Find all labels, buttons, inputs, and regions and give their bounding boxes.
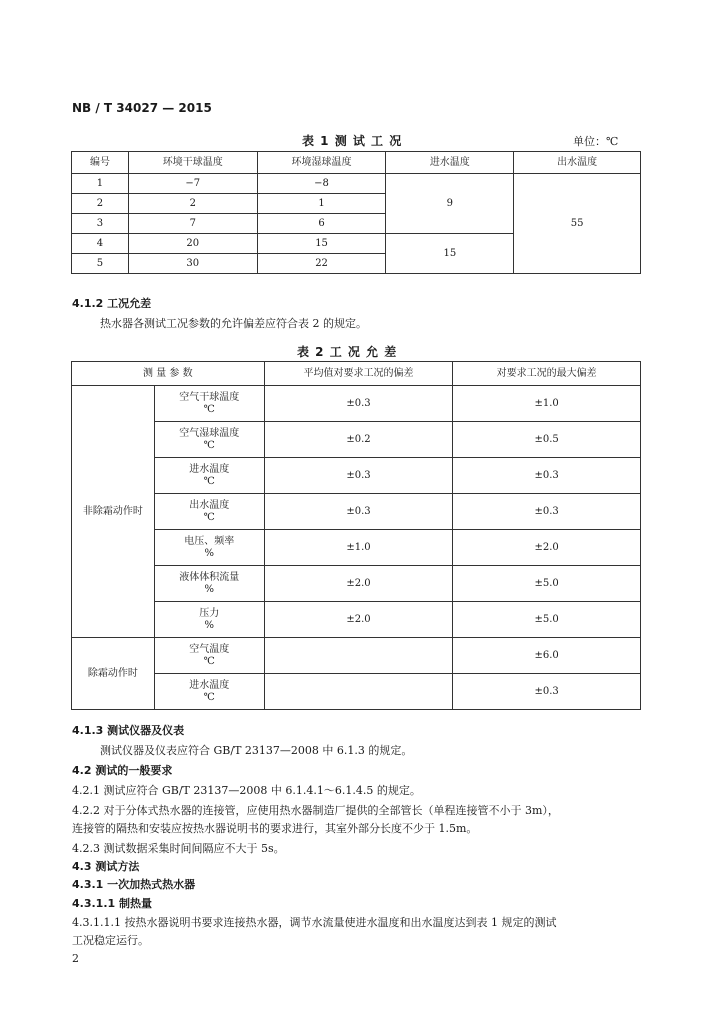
standard-id: NB / T 34027 — 2015 <box>72 101 212 115</box>
table-row <box>72 638 641 674</box>
table1-caption: 表 1 测 试 工 况 <box>302 134 403 148</box>
table1-outlet: 55 <box>514 174 641 274</box>
table1-header-outlet: 出水温度 <box>514 152 641 174</box>
table2-cell: ±0.3 <box>453 458 641 494</box>
section-4-2-1-text: 4.2.1 测试应符合 GB/T 23137—2008 中 6.1.4.1～6.1.4.5 的规定。 <box>72 784 421 797</box>
section-4-3-heading: 4.3 测试方法 <box>72 860 140 873</box>
table1-cell: 2 <box>128 194 257 214</box>
table2-cell <box>264 638 453 674</box>
table1-cell: 6 <box>257 214 386 234</box>
table1-cell: 22 <box>257 254 386 274</box>
table2-cell: ±0.3 <box>453 494 641 530</box>
table-row <box>72 174 641 194</box>
table2-caption: 表 2 工 况 允 差 <box>297 345 398 359</box>
table-row <box>72 386 641 422</box>
table1-cell: 5 <box>72 254 129 274</box>
table1-cell: −8 <box>257 174 386 194</box>
table1-cell: 4 <box>72 234 129 254</box>
table2 <box>71 361 641 710</box>
table1-cell: −7 <box>128 174 257 194</box>
table2-cell: ±0.5 <box>453 422 641 458</box>
table2-cell: ±1.0 <box>264 530 453 566</box>
table2-unit: % <box>204 583 214 595</box>
section-4-2-2-text: 4.2.2 对于分体式热水器的连接管，应使用热水器制造厂提供的全部管长（单程连接管不小于 3m）， <box>72 804 559 817</box>
table2-header-param: 测 量 参 数 <box>72 362 265 386</box>
table1-cell: 7 <box>128 214 257 234</box>
table2-cell: ±6.0 <box>453 638 641 674</box>
section-4-3-1-1-1-text-cont: 工况稳定运行。 <box>72 934 149 947</box>
table2-unit: % <box>204 619 214 631</box>
table2-param: 电压、频率 <box>184 535 235 547</box>
table2-cell: ±5.0 <box>453 566 641 602</box>
table-row <box>72 566 641 602</box>
table1-cell: 3 <box>72 214 129 234</box>
table-row <box>72 422 641 458</box>
table1-cell: 1 <box>72 174 129 194</box>
table1-cell: 30 <box>128 254 257 274</box>
section-4-2-2-text-cont: 连接管的隔热和安装应按热水器说明书的要求进行，其室外部分长度不少于 1.5m。 <box>72 822 478 835</box>
section-4-2-heading: 4.2 测试的一般要求 <box>72 764 173 777</box>
table1-unit: 单位：℃ <box>573 135 619 148</box>
table2-param: 出水温度 <box>189 499 230 511</box>
table2-unit: % <box>204 547 214 559</box>
section-4-3-1-1-1-text: 4.3.1.1.1 按热水器说明书要求连接热水器，调节水流量使进水温度和出水温度达到表 1 规定的测试 <box>72 916 557 929</box>
table2-cell: ±0.3 <box>264 386 453 422</box>
table2-param: 空气湿球温度 <box>179 427 240 439</box>
table2-param: 压力 <box>199 607 220 619</box>
table1-cell: 15 <box>257 234 386 254</box>
table2-cell: ±0.3 <box>264 458 453 494</box>
table-row <box>72 494 641 530</box>
table2-cell: ±0.2 <box>264 422 453 458</box>
table-row <box>72 674 641 710</box>
table2-unit: ℃ <box>203 475 215 487</box>
table2-cell: ±0.3 <box>453 674 641 710</box>
table2-cell <box>264 674 453 710</box>
table2-unit: ℃ <box>203 511 215 523</box>
table2-group-defrost: 除霜动作时 <box>72 638 155 710</box>
table1-cell: 1 <box>257 194 386 214</box>
section-4-1-2-text: 热水器各测试工况参数的允许偏差应符合表 2 的规定。 <box>100 317 367 330</box>
section-4-3-1-1-heading: 4.3.1.1 制热量 <box>72 897 152 910</box>
table1-header-inlet: 进水温度 <box>386 152 514 174</box>
table1-header-wet: 环境湿球温度 <box>257 152 386 174</box>
section-4-1-3-heading: 4.1.3 测试仪器及仪表 <box>72 724 185 737</box>
table2-cell: ±2.0 <box>453 530 641 566</box>
table1-inlet-a: 9 <box>386 174 514 234</box>
table1-header-no: 编号 <box>72 152 129 174</box>
table2-param: 进水温度 <box>189 679 230 691</box>
table2-param: 空气温度 <box>189 643 230 655</box>
table2-unit: ℃ <box>203 403 215 415</box>
section-4-3-1-heading: 4.3.1 一次加热式热水器 <box>72 878 196 891</box>
table2-group-non-defrost: 非除霜动作时 <box>72 386 155 638</box>
table1-cell: 20 <box>128 234 257 254</box>
table2-cell: ±0.3 <box>264 494 453 530</box>
section-4-1-2-heading: 4.1.2 工况允差 <box>72 297 152 310</box>
table2-param: 进水温度 <box>189 463 230 475</box>
table-row <box>72 602 641 638</box>
table2-param: 液体体积流量 <box>179 571 240 583</box>
table2-unit: ℃ <box>203 691 215 703</box>
table2-unit: ℃ <box>203 655 215 667</box>
table1 <box>71 151 641 274</box>
page-number: 2 <box>72 952 79 965</box>
table2-param: 空气干球温度 <box>179 391 240 403</box>
table-row <box>72 530 641 566</box>
table1-header-dry: 环境干球温度 <box>128 152 257 174</box>
table2-cell: ±1.0 <box>453 386 641 422</box>
table2-cell: ±2.0 <box>264 566 453 602</box>
table1-inlet-b: 15 <box>386 234 514 274</box>
table2-header-max: 对要求工况的最大偏差 <box>453 362 641 386</box>
table2-header-avg: 平均值对要求工况的偏差 <box>264 362 453 386</box>
table1-cell: 2 <box>72 194 129 214</box>
section-4-2-3-text: 4.2.3 测试数据采集时间间隔应不大于 5s。 <box>72 842 285 855</box>
table2-cell: ±5.0 <box>453 602 641 638</box>
table2-cell: ±2.0 <box>264 602 453 638</box>
table2-unit: ℃ <box>203 439 215 451</box>
section-4-1-3-text: 测试仪器及仪表应符合 GB/T 23137—2008 中 6.1.3 的规定。 <box>100 744 413 757</box>
table-row <box>72 458 641 494</box>
